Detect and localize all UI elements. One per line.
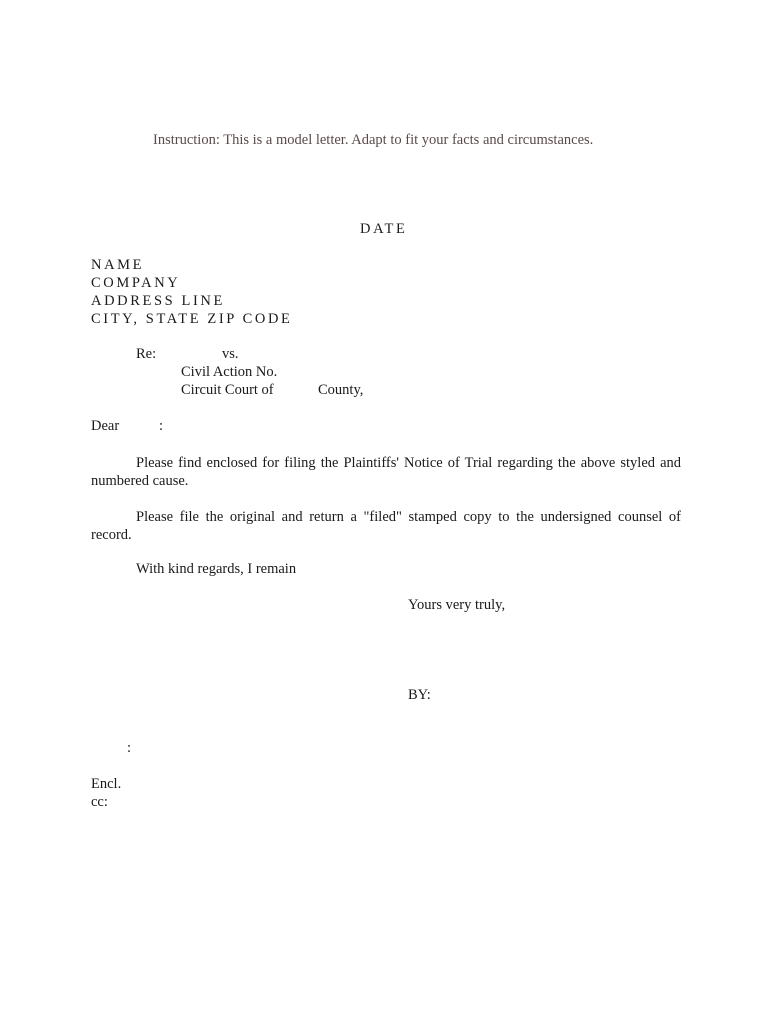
re-county: County,	[318, 382, 364, 398]
re-label: Re:	[136, 346, 157, 362]
re-vs: vs.	[222, 346, 239, 362]
body-paragraph-1-text: Please find enclosed for filing the Plaintiffs' Notice of Trial regarding the above styled and numbered cause.	[91, 455, 681, 489]
signature-by: BY:	[408, 687, 431, 703]
body-paragraph-2-text: Please file the original and return a "filed" stamped copy to the undersigned counsel of record.	[91, 509, 681, 543]
re-circuit-court: Circuit Court of	[181, 382, 274, 398]
re-civil-action: Civil Action No.	[181, 364, 278, 380]
recipient-city-state-zip: CITY, STATE ZIP CODE	[91, 311, 293, 327]
valediction: Yours very truly,	[408, 597, 506, 613]
body-paragraph-2	[91, 508, 681, 544]
salutation-colon: :	[159, 418, 164, 434]
recipient-company: COMPANY	[91, 275, 181, 291]
closing-line: With kind regards, I remain	[136, 561, 297, 577]
salutation-dear: Dear	[91, 418, 120, 434]
recipient-address-line: ADDRESS LINE	[91, 293, 225, 309]
instruction-note: Instruction: This is a model letter. Adapt to fit your facts and circumstances.	[153, 132, 594, 148]
recipient-name: NAME	[91, 257, 145, 273]
cc-label: cc:	[91, 794, 108, 810]
letter-date: DATE	[360, 221, 408, 237]
initials-colon: :	[127, 740, 132, 756]
body-paragraph-1	[91, 454, 681, 490]
enclosure-label: Encl.	[91, 776, 122, 792]
